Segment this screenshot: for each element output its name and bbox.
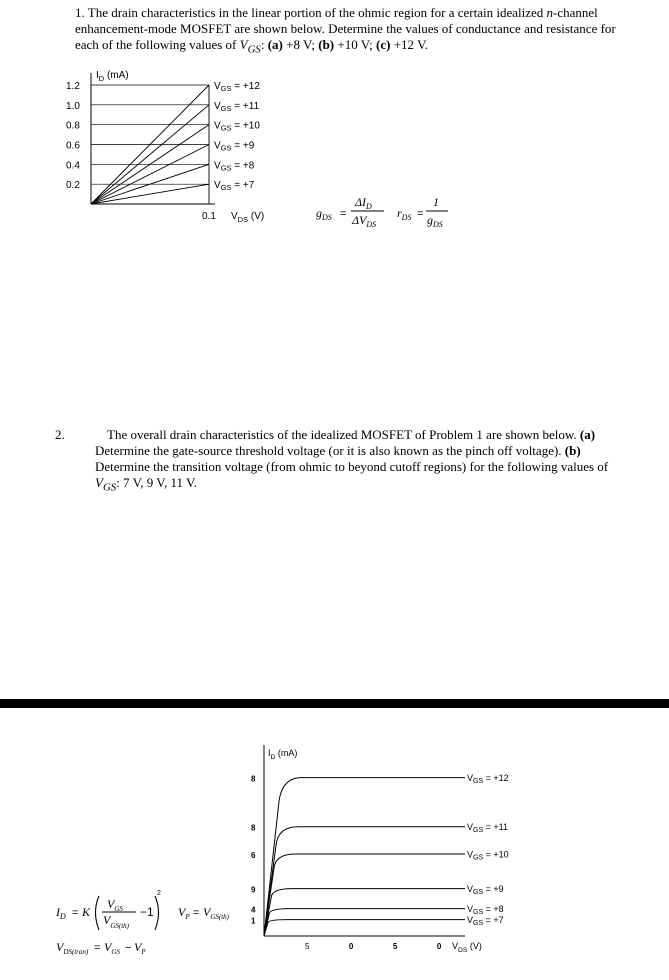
y-tick-label: 1.0 xyxy=(66,100,80,112)
k-constant: K xyxy=(82,905,91,919)
page-divider xyxy=(0,699,669,708)
series-label: $V_{GS} = +12$ xyxy=(214,81,260,93)
n-variable: n xyxy=(546,5,554,20)
part-a-label: (a) xyxy=(267,37,283,52)
x-axis-title: $V_{DS}$ (V) xyxy=(231,211,265,224)
colon: : xyxy=(260,37,268,52)
vgs-subscript-2: GS xyxy=(102,481,117,494)
one-numerator: 1 xyxy=(433,195,439,209)
y-tick-label: 1.2 xyxy=(66,81,80,92)
y-tick-label: 8 xyxy=(251,823,256,833)
minus-sign: − xyxy=(125,942,132,954)
problem-1-text xyxy=(75,5,635,58)
y-tick-label: 0.6 xyxy=(66,140,80,152)
curve-label: $V_{GS} = +10$ xyxy=(467,849,509,862)
y-tick-label: 0.8 xyxy=(66,120,80,132)
curve-label: $V_{GS} = +12$ xyxy=(467,773,509,786)
minus-one: −1 xyxy=(140,905,154,919)
delta-vds: $\Delta V_{DS}$ xyxy=(352,213,377,229)
curve-label: $V_{GS} = +8$ xyxy=(467,904,504,917)
vgsth-denominator: $V_{GS(th)}$ xyxy=(103,913,130,930)
y-tick-label: 6 xyxy=(251,851,256,861)
x-tick-label: 5 xyxy=(304,942,310,951)
y-tick-label: 0.4 xyxy=(66,160,80,172)
x-tick-label: 0 xyxy=(348,942,354,951)
x-tick-label: 0.1 xyxy=(202,211,216,222)
vgs-numerator: $V_{GS}$ xyxy=(107,897,123,913)
problem-2-values: : 7 V, 9 V, 11 V. xyxy=(116,475,197,490)
equals-sign-2: = xyxy=(417,208,424,220)
part-c-label: (c) xyxy=(376,37,391,52)
conductance-formulas xyxy=(310,192,490,242)
problem-2-part-a: Determine the gate-source threshold voltage (or it is also known as the pinch off voltage). xyxy=(95,443,565,458)
series-label: $V_{GS} = +11$ xyxy=(214,100,260,113)
series-label: $V_{GS} = +7$ xyxy=(214,180,255,193)
problem-2-intro: The overall drain characteristics of the idealized MOSFET of Problem 1 are shown below. xyxy=(107,427,580,442)
problem-1-mid: -channel enhancement-mode MOSFET are shown below. Determine the values of conductance and resistance for each of the following values of xyxy=(75,5,616,52)
series-line-3 xyxy=(91,145,209,205)
vgsth-symbol: $V_{GS(th)}$ xyxy=(203,905,230,921)
y-tick-label: 1 xyxy=(251,916,256,926)
vp-symbol: $V_P$ xyxy=(178,905,190,921)
gds-symbol: $g_{DS}$ xyxy=(316,206,332,222)
y-tick-label: 4 xyxy=(251,905,256,915)
curve-label: $V_{GS} = +7$ xyxy=(467,915,504,928)
rds-symbol: $r_{DS}$ xyxy=(397,206,412,222)
y-tick-label: 8 xyxy=(251,774,256,784)
series-line-5 xyxy=(91,184,209,204)
y-tick-label: 0.2 xyxy=(66,180,80,192)
vgs-symbol-2: V xyxy=(95,475,103,490)
vp-term: $V_P$ xyxy=(134,940,146,956)
ohmic-region-chart xyxy=(0,60,669,300)
vgs-term: $V_{GS}$ xyxy=(104,940,120,956)
drain-current-formulas xyxy=(50,880,310,980)
x-tick-label: 5 xyxy=(392,942,398,951)
equals-sign-4: = xyxy=(193,907,200,919)
problem-1-intro: 1. The drain characteristics in the linear portion of the ohmic region for a certain idealized xyxy=(75,5,547,20)
equals-sign: = xyxy=(340,208,347,220)
squared-exponent: 2 xyxy=(157,890,161,897)
x-axis-title: $V_{DS}$ (V) xyxy=(452,941,482,954)
y-axis-title: $I_D$ (mA) xyxy=(268,748,298,761)
curve-label: $V_{GS} = +9$ xyxy=(467,884,504,897)
vds-tran-symbol: $V_{DS(tran)}$ xyxy=(56,940,89,956)
gds-denominator: $g_{DS}$ xyxy=(427,213,443,229)
curve-label: $V_{GS} = +11$ xyxy=(467,822,508,835)
series-label: $V_{GS} = +8$ xyxy=(214,160,255,173)
part-b-value: +10 V; xyxy=(334,37,377,52)
vgs-subscript: GS xyxy=(247,43,261,56)
y-axis-title: $I_D$ (mA) xyxy=(96,70,129,83)
part-c-value: +12 V. xyxy=(390,37,429,52)
equals-sign-3: = xyxy=(72,907,79,919)
part-b-label: (b) xyxy=(318,37,335,52)
problem-2-text xyxy=(95,427,635,496)
series-label: $V_{GS} = +10$ xyxy=(214,120,260,133)
vgs-symbol: V xyxy=(239,37,248,52)
left-paren xyxy=(96,896,100,930)
part-a-value: +8 V; xyxy=(282,37,319,52)
id-symbol: $I_D$ xyxy=(56,905,66,921)
y-tick-label: 9 xyxy=(251,885,256,895)
right-paren xyxy=(155,896,159,930)
series-label: $V_{GS} = +9$ xyxy=(214,140,255,153)
equals-sign-5: = xyxy=(94,942,101,954)
x-tick-label: 0 xyxy=(436,942,442,951)
problem-2-part-b: Determine the transition voltage (from ohmic to beyond cutoff regions) for the following values of xyxy=(95,459,609,474)
part-b-label-2: (b) xyxy=(564,443,581,458)
problem-2-number: 2. xyxy=(55,427,65,442)
delta-id: $\Delta I_D$ xyxy=(355,195,372,211)
part-a-label-2: (a) xyxy=(579,427,596,442)
series-line-1 xyxy=(91,105,209,204)
